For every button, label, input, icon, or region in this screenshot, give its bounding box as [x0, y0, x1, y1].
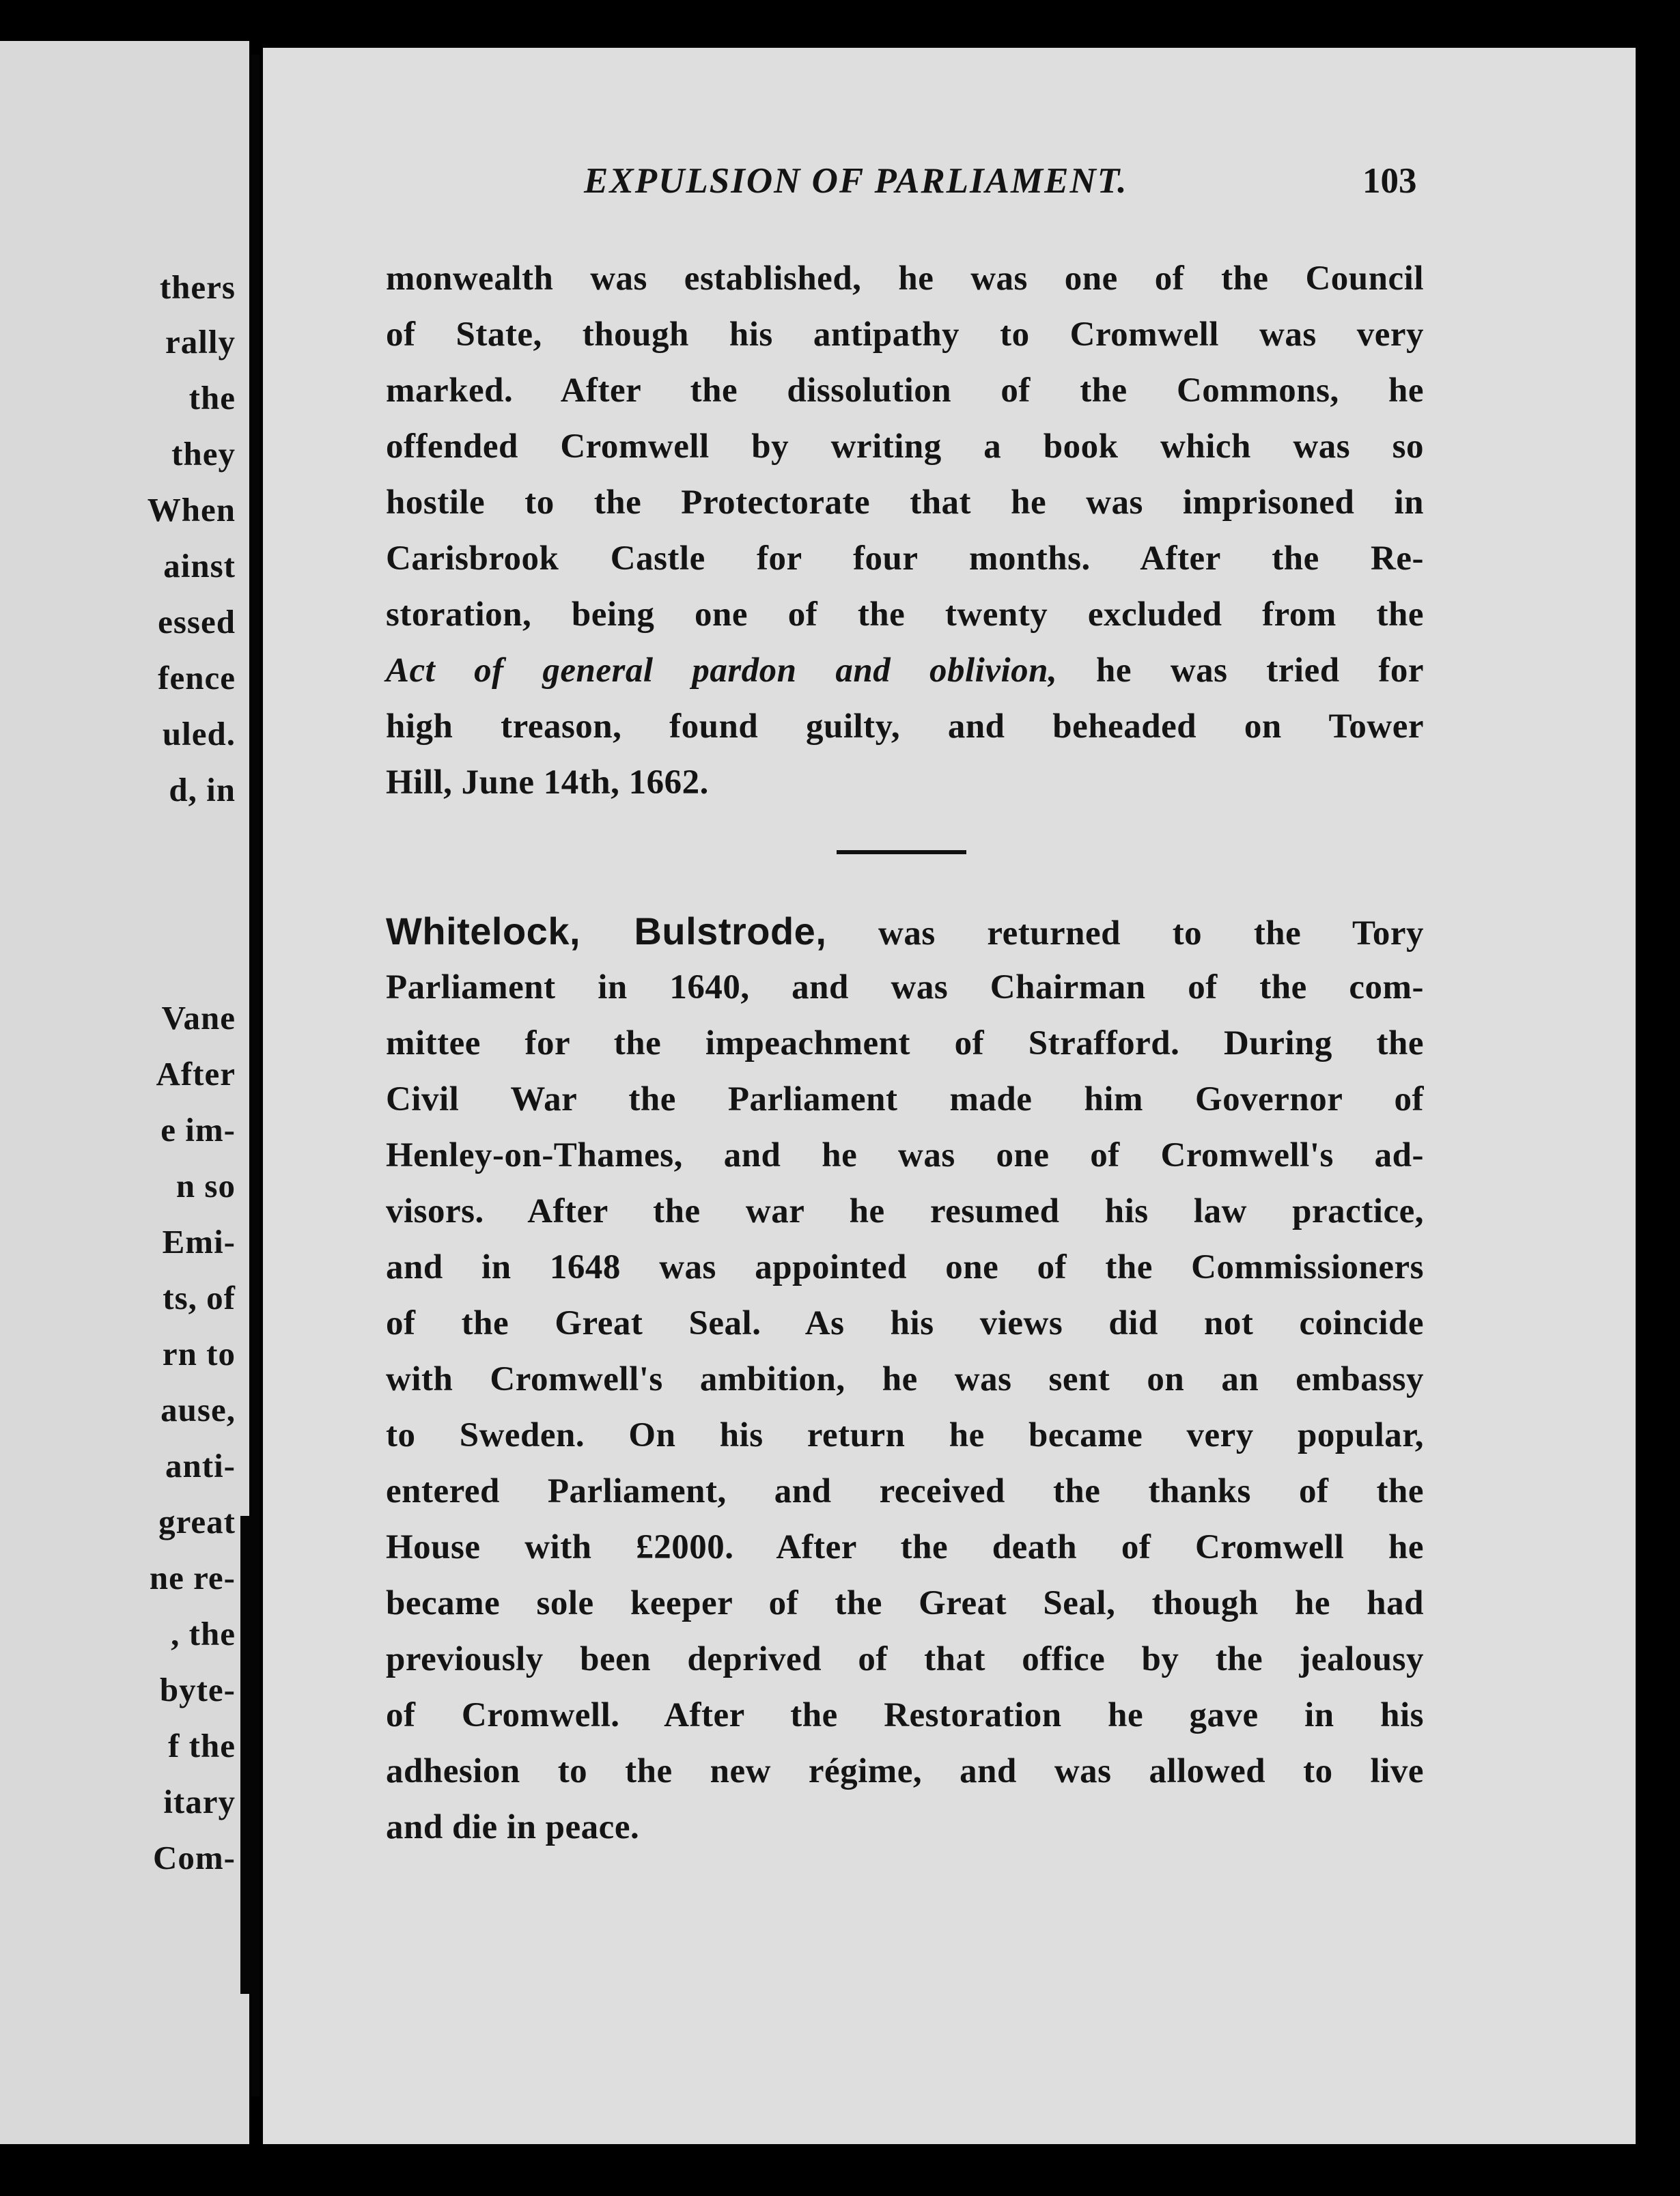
text-line: of State, though his antipathy to Cromwell was very [386, 315, 1424, 354]
text-line: storation, being one of the twenty excluded from the [386, 595, 1424, 634]
fragment-line: byte- [159, 1671, 236, 1708]
fragment-line: ainst [163, 547, 236, 585]
entry-heading: Whitelock, Bulstrode, [386, 910, 827, 953]
running-header: EXPULSION OF PARLIAMENT. [584, 161, 1128, 201]
fragment-line: anti- [165, 1447, 236, 1484]
fragment-line: rn to [162, 1335, 236, 1372]
fragment-line: Emi- [162, 1223, 236, 1261]
fragment-line: When [147, 491, 236, 529]
text-line [386, 643, 1424, 699]
text-line: Hill, June 14th, 1662. [386, 763, 709, 802]
text-line: of Cromwell. After the Restoration he gave in his [386, 1696, 1424, 1734]
text-line: offended Cromwell by writing a book which was so [386, 427, 1424, 466]
fragment-line: ause, [160, 1391, 236, 1428]
book-gutter-shadow [240, 1516, 251, 1994]
text-line: hostile to the Protectorate that he was imprisoned in [386, 483, 1424, 522]
text-line: House with £2000. After the death of Cromwell he [386, 1528, 1424, 1566]
fragment-line: e im- [160, 1111, 236, 1149]
text-line: with Cromwell's ambition, he was sent on an embassy [386, 1360, 1424, 1398]
text-segment: was returned to the Tory [878, 914, 1424, 953]
text-line: and die in peace. [386, 1808, 640, 1846]
text-line: monwealth was established, he was one of the Council [386, 259, 1424, 298]
fragment-line: they [171, 435, 236, 473]
fragment-line: great [158, 1503, 236, 1540]
paragraph-continued [386, 251, 1424, 811]
text-line: mittee for the impeachment of Strafford. During the [386, 1024, 1424, 1062]
fragment-line: ts, of [163, 1279, 236, 1317]
text-line: to Sweden. On his return he became very popular, [386, 1416, 1424, 1454]
fragment-line: thers [159, 268, 236, 306]
fragment-line: , the [171, 1615, 236, 1652]
fragment-line: uled. [162, 715, 236, 752]
text-line: and in 1648 was appointed one of the Commissioners [386, 1248, 1424, 1286]
section-divider [837, 850, 966, 854]
text-line: entered Parliament, and received the thanks of the [386, 1472, 1424, 1510]
text-line: Henley-on-Thames, and he was one of Cromwell's ad- [386, 1136, 1424, 1174]
text-line: became sole keeper of the Great Seal, though he had [386, 1584, 1424, 1622]
fragment-line: f the [168, 1727, 236, 1764]
entry-first-line [386, 903, 1424, 959]
fragment-line: n so [176, 1167, 236, 1205]
italic-title: Act of general pardon and oblivion, [386, 651, 1058, 690]
fragment-line: ne re- [149, 1559, 236, 1596]
text-line: high treason, found guilty, and beheaded on Tower [386, 707, 1424, 746]
text-line: Civil War the Parliament made him Governor of [386, 1080, 1424, 1118]
page-number: 103 [1362, 161, 1417, 201]
text-line: Parliament in 1640, and was Chairman of the com- [386, 968, 1424, 1006]
text-line: visors. After the war he resumed his law practice, [386, 1192, 1424, 1230]
fragment-line: rally [165, 323, 236, 361]
previous-page-fragment [0, 41, 249, 2144]
fragment-line: itary [163, 1783, 236, 1820]
fragment-line: fence [158, 659, 236, 696]
page-edge [1636, 55, 1680, 2171]
entry-whitelock [386, 903, 1424, 1855]
text-line: Carisbrook Castle for four months. After the Re- [386, 539, 1424, 578]
text-line: previously been deprived of that office by the jealousy [386, 1640, 1424, 1678]
fragment-line: Com- [152, 1839, 236, 1876]
fragment-line: After [156, 1055, 236, 1093]
fragment-line: Vane [161, 999, 236, 1037]
book-gutter [251, 55, 260, 2096]
text-line: adhesion to the new régime, and was allowed to live [386, 1752, 1424, 1790]
fragment-line: the [188, 379, 236, 417]
fragment-line: d, in [169, 771, 236, 808]
text-line: of the Great Seal. As his views did not coincide [386, 1304, 1424, 1342]
text-segment: he was tried for [1096, 651, 1425, 690]
fragment-line: essed [158, 603, 236, 640]
text-line: marked. After the dissolution of the Commons, he [386, 371, 1424, 410]
